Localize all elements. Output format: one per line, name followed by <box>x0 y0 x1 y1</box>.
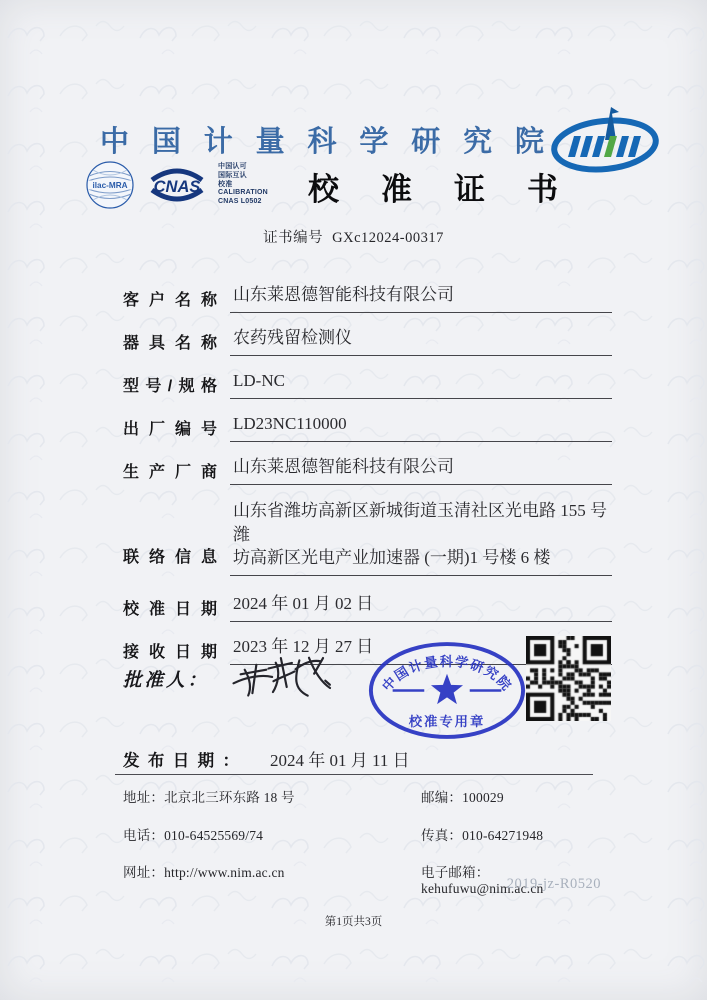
approver-label: 批准人： <box>123 671 210 691</box>
footer-address: 地址：北京北三环东路 18 号 <box>123 790 295 805</box>
field-label: 型号/规格 <box>123 378 217 395</box>
footer-divider <box>115 774 593 775</box>
footer-website-label: 网址： <box>123 865 165 880</box>
field-label: 客户名称 <box>123 292 217 309</box>
footer-email-label: 电子邮箱： <box>421 865 490 880</box>
field-row-customer <box>123 284 612 313</box>
cnas-caption: 中国认可 国际互认 校准 CALIBRATION CNAS L0502 <box>218 163 268 206</box>
certificate-number <box>0 226 707 247</box>
footer-email-value: kehufuwu@nim.ac.cn <box>421 881 544 896</box>
field-row-contact <box>123 499 612 576</box>
field-value: 山东莱恩德智能科技有限公司 <box>230 456 612 485</box>
field-value: LD23NC110000 <box>230 413 612 442</box>
footer-website-url: http://www.nim.ac.cn <box>164 865 285 880</box>
field-row-calibration-date <box>123 593 612 622</box>
field-row-serial <box>123 413 612 442</box>
footer-address-label: 地址： <box>123 790 165 805</box>
fields-section <box>123 284 612 679</box>
certificate-title: 校准证书 <box>308 171 558 207</box>
field-value: 山东莱恩德智能科技有限公司 <box>230 284 612 313</box>
field-value: 2023 年 12 月 27 日 <box>230 636 612 665</box>
nim-logo-icon <box>548 104 660 174</box>
svg-text:校准专用章: 校准专用章 <box>408 714 486 730</box>
footer-postcode-label: 邮编： <box>421 790 463 805</box>
field-label: 出厂编号 <box>123 421 217 438</box>
field-label: 器具名称 <box>123 335 217 352</box>
accreditation-row <box>85 160 558 210</box>
footer-postcode: 邮编：100029 <box>421 790 504 805</box>
official-stamp <box>363 634 531 747</box>
approval-section <box>123 650 612 750</box>
field-row-instrument <box>123 327 612 356</box>
institute-title: 中国计量科学研究院 <box>100 125 544 158</box>
issue-date-value: 2024 年 01 月 11 日 <box>270 751 410 770</box>
svg-text:中国计量科学研究院: 中国计量科学研究院 <box>379 653 515 695</box>
contact-line-1: 山东省潍坊高新区新城街道玉清社区光电路 155 号潍 <box>233 501 607 544</box>
footer-phone: 电话：010-64525569/74 <box>123 827 264 843</box>
issue-date-row <box>123 746 410 771</box>
approver-signature <box>228 645 339 711</box>
page-number: 第1页共3页 <box>324 916 383 928</box>
contact-line-2: 坊高新区光电产业加速器 (一期)1 号楼 6 楼 <box>233 548 551 567</box>
field-label: 联络信息 <box>123 548 217 566</box>
issue-date-label: 发布日期： <box>123 752 239 770</box>
footer-phone-label: 电话： <box>123 827 165 843</box>
qr-code <box>526 636 611 721</box>
svg-text:ilac-MRA: ilac-MRA <box>92 181 128 190</box>
footer-fax: 传真：010-64271948 <box>421 827 544 843</box>
svg-text:CNAS: CNAS <box>153 178 201 196</box>
field-label: 校准日期 <box>123 600 217 618</box>
field-value <box>230 499 612 576</box>
field-label: 生产厂商 <box>123 464 217 481</box>
ilac-mra-logo-icon <box>85 160 135 210</box>
field-label: 接收日期 <box>123 643 217 661</box>
field-value: 农药残留检测仪 <box>230 327 612 356</box>
field-value: LD-NC <box>230 370 612 399</box>
cnas-logo-icon <box>144 161 210 209</box>
document-code: 2019-jz-R0520 <box>506 876 601 892</box>
certificate-number-value: GXc12024-00317 <box>332 230 444 246</box>
footer-fax-label: 传真： <box>421 827 463 843</box>
field-value: 2024 年 01 月 02 日 <box>230 593 612 622</box>
certificate-number-label: 证书编号 <box>263 230 324 246</box>
footer-website <box>123 861 421 897</box>
stamp-star-icon <box>431 674 463 704</box>
field-row-model <box>123 370 612 399</box>
field-row-manufacturer <box>123 456 612 485</box>
